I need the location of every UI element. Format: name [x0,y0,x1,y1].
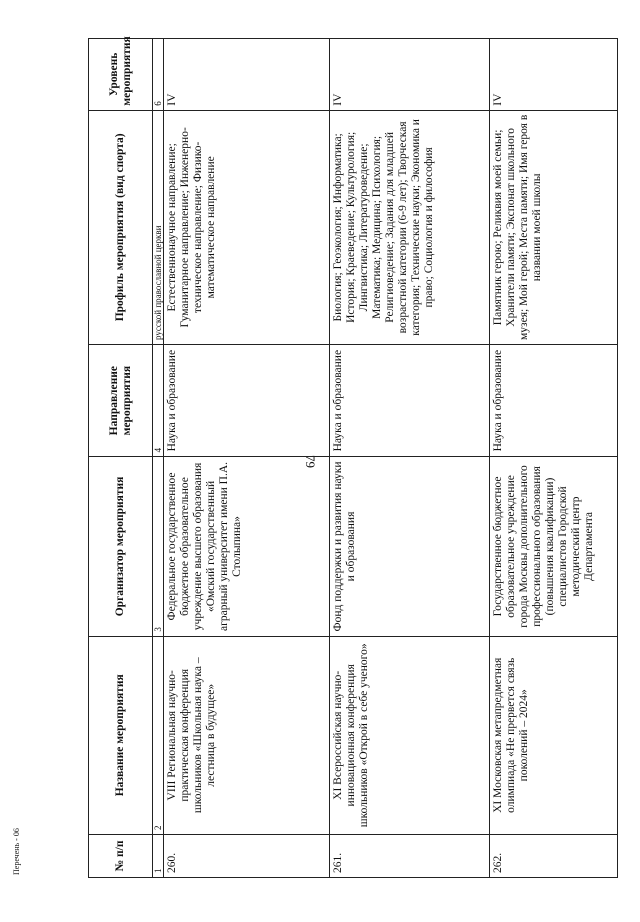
header-profile: Профиль мероприятия (вид спорта) [89,110,153,344]
event-direction: Наука и образование [164,344,330,456]
header-name: Название мероприятия [89,636,153,834]
event-level: IV [164,39,330,111]
colnum-1: 1 [153,834,164,877]
event-organizer: Фонд поддержки и развития науки и образования [330,457,490,636]
table-row [164,39,330,878]
footer-note: Перечень - 06 [12,828,21,875]
header-direction: Направление мероприятия [89,344,153,456]
events-table [88,38,618,878]
event-profile: Памятник герою; Реликвия моей семьи; Хранители памяти; Экспонат школьного музея; Мой герой; Места памяти; Имя героя в названии моей школы [490,110,618,344]
column-number-row [153,39,164,878]
colnum-2: 2 [153,636,164,834]
event-profile: Биология; Геоэкология; Информатика; История; Краеведение; Культурология; Лингвистика; Литературоведение; Математика; Медицина; Психология; Религиоведение; Задания для младшей возрастной категории (6-9 лет); Творческая категория; Технические науки; Экономика и право; Социология и философия [330,110,490,344]
page-number: 79 [303,455,318,468]
header-level: Уровень мероприятия [89,39,153,111]
header-num: № п/п [89,834,153,877]
header-row [89,39,153,878]
table-row [330,39,490,878]
colnum-5: русской православной церкви [153,110,164,344]
event-profile: Естественнонаучное направление; Гуманитарное направление; Инженерно-техническое направление; Физико-математическое направление [164,110,330,344]
events-table-sheet [88,38,623,878]
event-direction: Наука и образование [330,344,490,456]
event-name: VIII Региональная научно-практическая конференция школьников «Школьная наука – лестница в будущее» [164,636,330,834]
row-number: 262. [490,834,618,877]
colnum-4: 4 [153,344,164,456]
table-row [490,39,618,878]
event-level: IV [330,39,490,111]
event-organizer: Федеральное государственное бюджетное образовательное учреждение высшего образования «Омский государственный аграрный университет имени П.А. Столыпина» [164,457,330,636]
event-direction: Наука и образование [490,344,618,456]
colnum-3: 3 [153,457,164,636]
event-level: IV [490,39,618,111]
event-name: XI Всероссийская научно-инновационная конференция школьников «Открой в себе ученого» [330,636,490,834]
row-number: 261. [330,834,490,877]
header-organizer: Организатор мероприятия [89,457,153,636]
row-number: 260. [164,834,330,877]
event-organizer: Государственное бюджетное образовательное учреждение города Москвы дополнительного профессионального образования (повышения квалификации) специалистов Городской методический центр Департамента [490,457,618,636]
event-name: XI Московская метапредметная олимпиада «Не прервется связь поколений – 2024» [490,636,618,834]
colnum-6: 6 [153,39,164,111]
